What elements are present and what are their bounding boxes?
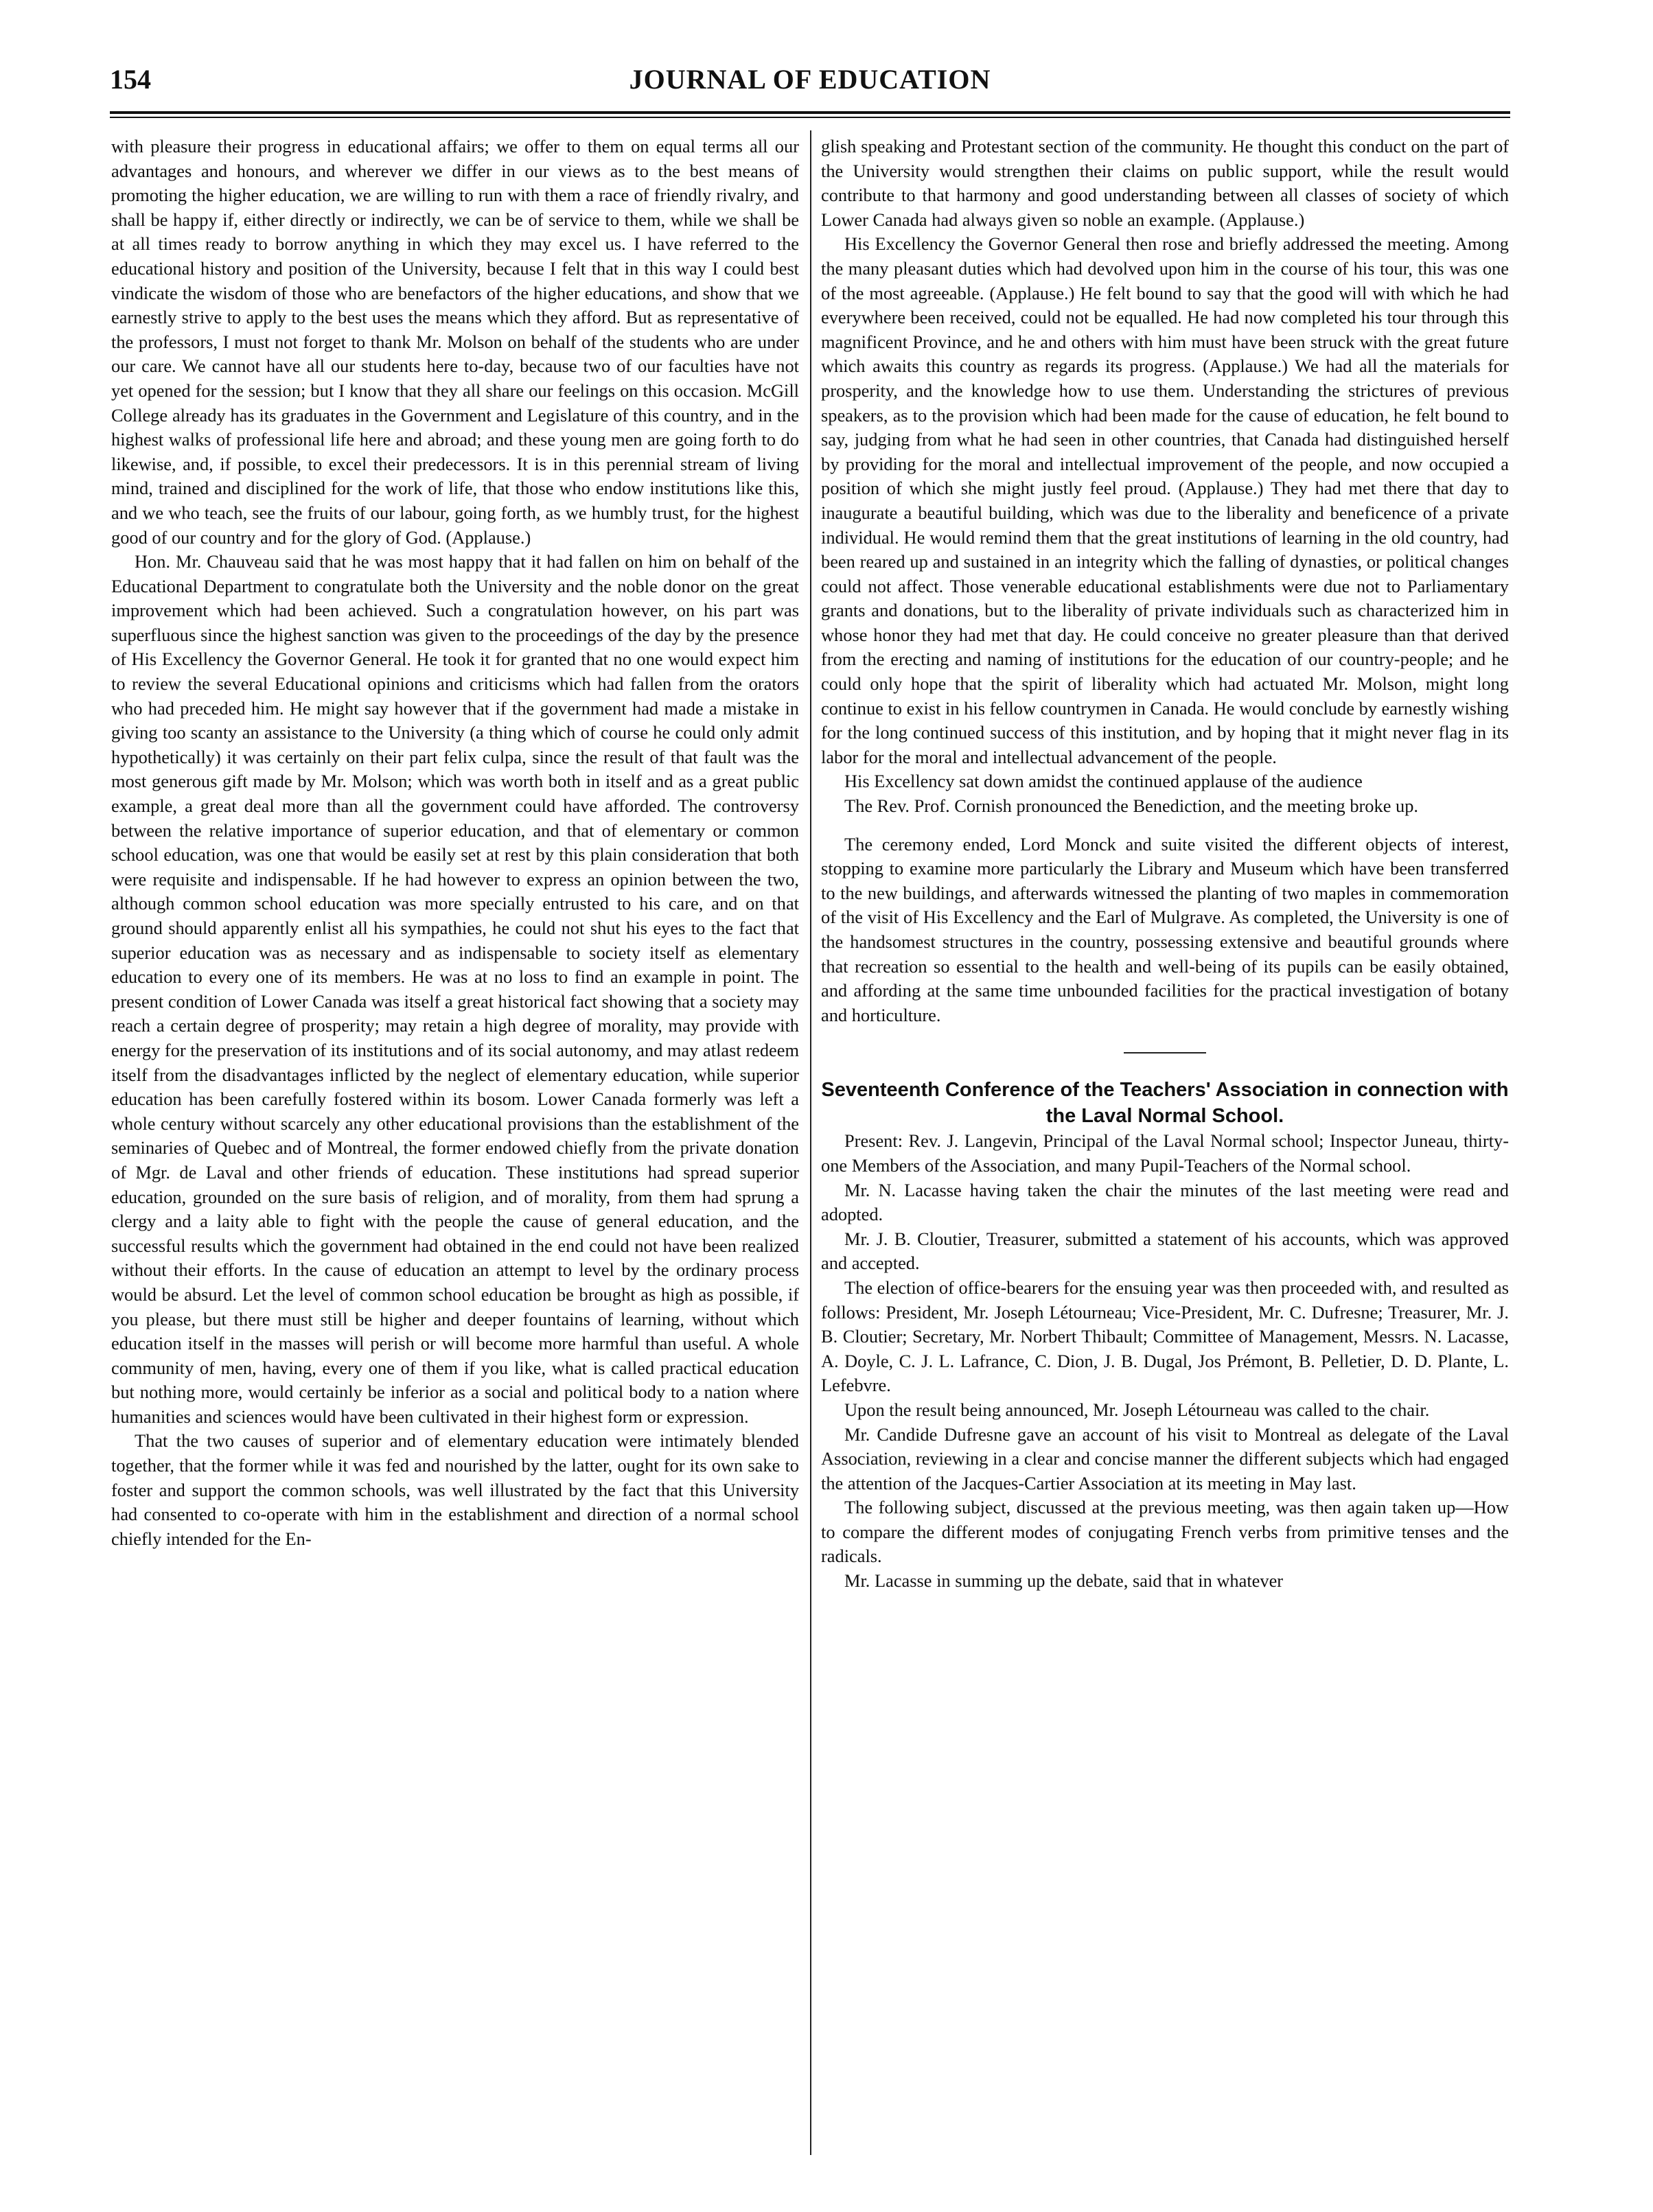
- paragraph: Mr. Lacasse in summing up the debate, said that in whatever: [844, 1570, 1284, 1592]
- left-column: [111, 135, 799, 1551]
- right-column: [821, 135, 1509, 1594]
- paragraph: Upon the result being announced, Mr. Joseph Létourneau was called to the chair.: [844, 1399, 1430, 1420]
- header-rule-thin: [110, 117, 1510, 118]
- spacer: [821, 819, 1509, 833]
- paragraph: glish speaking and Protestant section of the community. He thought this conduct on the part of the University would strengthen their claims on public support, while the result would contribute to that harmony and good understanding between all classes of society of which Lower Canada had always given so noble an example. (Applause.): [821, 136, 1509, 230]
- running-title: JOURNAL OF EDUCATION: [629, 64, 991, 95]
- paragraph: Present: Rev. J. Langevin, Principal of the Laval Normal school; Inspector Juneau, thirty-one Members of the Association, and many Pupil-Teachers of the Normal school.: [821, 1130, 1509, 1176]
- paragraph: with pleasure their progress in educational affairs; we offer to them on equal terms all our advantages and honours, and wherever we differ in our views as to the best means of promoting the higher education, we are willing to run with them a race of friendly rivalry, and shall be happy if, either directly or indirectly, we can be of service to them, while we shall be at all times ready to borrow anything in which they may excel us. I have referred to the educational history and position of the University, because I felt that in this way I could best vindicate the wisdom of those who are benefactors of the higher educations, and show that we earnestly strive to apply to the best uses the means which they afford. But as representative of the professors, I must not forget to thank Mr. Molson on behalf of the students who are under our care. We cannot have all our students here to-day, because two of our faculties have not yet opened for the session; but I know that they all share our feelings on this occasion. McGill College already has its graduates in the Government and Legislature of this country, and in the highest walks of professional life here and abroad; and these young men are going forth to do likewise, and, if possible, to excel their predecessors. It is in this perennial stream of living mind, trained and disciplined for the work of life, that those who endow institutions like this, and we who teach, see the fruits of our labour, going forth, as we humbly trust, for the highest good of our country and for the glory of God. (Applause.): [111, 136, 799, 548]
- paragraph: Mr. N. Lacasse having taken the chair the minutes of the last meeting were read and adopted.: [821, 1179, 1509, 1225]
- paragraph: Hon. Mr. Chauveau said that he was most happy that it had fallen on him on behalf of the Educational Department to congratulate both the University and the noble donor on the great improvement which had been achieved. Such a congratulation however, on his part was superfluous since the highest sanction was given to the proceedings of the day by the presence of His Excellency the Governor General. He took it for granted that no one would expect him to review the several Educational opinions and criticisms which had fallen from the orators who had preceded him. He might say however that if the government had made a mistake in giving too scanty an assistance to the University (a thing which of course he could only admit hypothetically) it was certainly on their part felix culpa, since the result of that fault was the most generous gift made by Mr. Molson; which was worth both in itself and as a great public example, a great deal more than all the government could have afforded. The controversy between the relative importance of superior education, and that of elementary or common school education, was one that would be easily set at rest by this plain consideration that both were requisite and indispensable. If he had however to express an opinion between the two, although common school education was more specially entrusted to his care, and on that ground should apparently enlist all his sympathies, he could not shut his eyes to the fact that superior education was as necessary and as indispensable to society itself as elementary education to every one of its members. He was at no loss to find an example in point. The present condition of Lower Canada was itself a great historical fact showing that a society may reach a certain degree of prosperity; may retain a high degree of morality, may provide with energy for the preservation of its institutions and of its social autonomy, and may atlast redeem itself from the disadvantages inflicted by the neglect of elementary education, while superior education has been carefully fostered within its bosom. Lower Canada formerly was left a whole century without scarcely any other educational provisions than the establishment of the seminaries of Quebec and of Montreal, the former endowed chiefly from the private donation of Mgr. de Laval and other friends of education. These institutions had spread superior education, grounded on the sure basis of religion, and of morality, from them had sprung a clergy and a laity able to fight with the people the cause of general education, and the successful results which the government had obtained in the end could not have been realized without their efforts. In the cause of education an attempt to level by the ordinary process would be absurd. Let the level of common school education be brought as high as possible, if you please, but there must still be higher and deeper fountains of learning, without which education itself in the masses will perish or will become more harmful than useful. A whole community of men, having, every one of them if you like, what is called practical education but nothing more, would certainly be inferior as a social and political body to a nation where humanities and sciences would have been cultivated in their highest form or expression.: [111, 551, 799, 1427]
- section-title: Seventeenth Conference of the Teachers' Association in connection with the Laval Normal School.: [821, 1079, 1509, 1128]
- paragraph: That the two causes of superior and of elementary education were intimately blended together, that the former while it was fed and nourished by the latter, ought for its own sake to foster and support the common schools, was well illustrated by the fact that this University had consented to co-operate with him in the establishment and direction of a normal school chiefly intended for the En-: [111, 1430, 799, 1549]
- paragraph: The following subject, discussed at the previous meeting, was then again taken up—How to compare the different modes of conjugating French verbs from primitive tenses and the radicals.: [821, 1497, 1509, 1567]
- paragraph: The Rev. Prof. Cornish pronounced the Benediction, and the meeting broke up.: [844, 795, 1418, 817]
- page-number: 154: [110, 64, 151, 95]
- paragraph: His Excellency the Governor General then rose and briefly addressed the meeting. Among the many pleasant duties which had devolved upon him in the course of his tour, this was one of the most agreeable. (Applause.) He felt bound to say that the good will with which he had everywhere been received, could not be equalled. He had now completed his tour through this magnificent Province, and he and others with him must have been struck with the great future which awaits this country as regards its progress. (Applause.) We had all the materials for prosperity, and the knowledge how to use them. Understanding the strictures of previous speakers, as to the provision which had been made for the cause of education, he felt bound to say, judging from what he had seen in other countries, that Canada had distinguished herself by providing for the moral and intellectual improvement of the people, and now occupied a position of which she might justly feel proud. (Applause.) They had met there that day to inaugurate a beautiful building, which was due to the liberality and beneficence of a private individual. He would remind them that the great institutions of learning in the old country, had been reared up and sustained in an integrity which the falling of dynasties, or political changes could not affect. Those venerable educational establishments were due not to Parliamentary grants and donations, but to the liberality of private individuals such as characterized him in whose honor they had met that day. He could conceive no greater pleasure than that derived from the erecting and naming of institutions for the education of our country-people; and he could only hope that the spirit of liberality which had actuated Mr. Molson, might long continue to exist in his fellow countrymen in Canada. He would conclude by earnestly wishing for the long continued success of this institution, and by hoping that it might never flag in its labor for the moral and intellectual advancement of the people.: [821, 233, 1509, 767]
- paragraph: Mr. Candide Dufresne gave an account of his visit to Montreal as delegate of the Laval Association, reviewing in a clear and concise manner the different subjects which had engaged the attention of the Jacques-Cartier Association at its meeting in May last.: [821, 1423, 1509, 1493]
- paragraph: The election of office-bearers for the ensuing year was then proceeded with, and resulted as follows: President, Mr. Joseph Létourneau; Vice-President, Mr. C. Dufresne; Treasurer, Mr. J. B. Cloutier; Secretary, Mr. Norbert Thibault; Committee of Management, Messrs. N. Lacasse, A. Doyle, C. J. L. Lafrance, C. Dion, J. B. Dugal, Jos Prémont, B. Pelletier, D. D. Plante, L. Lefebvre.: [821, 1277, 1509, 1396]
- column-divider: [810, 130, 811, 2155]
- paragraph: The ceremony ended, Lord Monck and suite visited the different objects of interest, stopping to examine more particularly the Library and Museum which have been transferred to the new buildings, and afterwards witnessed the planting of two maples in commemoration of the visit of His Excellency and the Earl of Mulgrave. As completed, the University is one of the handsomest structures in the country, possessing extensive and beautiful grounds where that recreation so essential to the health and well-being of its pupils can be easily obtained, and affording at the same time unbounded facilities for the practical investigation of botany and horticulture.: [821, 833, 1509, 1025]
- page-header: [110, 63, 1510, 104]
- paragraph: Mr. J. B. Cloutier, Treasurer, submitted a statement of his accounts, which was approved and accepted.: [821, 1228, 1509, 1274]
- header-rule: [110, 111, 1510, 114]
- paragraph: His Excellency sat down amidst the continued applause of the audience: [844, 771, 1363, 792]
- section-separator: [1124, 1052, 1206, 1053]
